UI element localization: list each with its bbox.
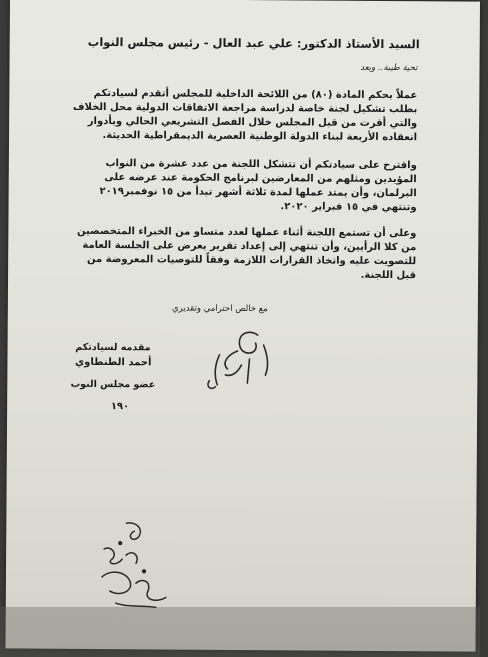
paragraph-line: البرلمان، وأن يمتد عملها لمدة ثلاثة أشهر تبدأ من ١٥ نوفمبر٢٠١٩: [99, 185, 417, 200]
paragraph-2: [57, 157, 417, 216]
paragraph-line: والتي أقرت من قبل المجلس خلال الفصل التشريعي الحالي وبأدوار: [87, 115, 418, 130]
paragraph-line: وتنتهي في ١٥ فبراير ٢٠٢٠.: [280, 201, 417, 214]
presenter-title: عضو مجلس النوب: [70, 378, 156, 391]
paragraph-line: عملاً بحكم المادة (٨٠) من اللائحة الداخلية للمجلس أتقدم لسيادتكم: [93, 87, 418, 102]
letter-page: [5, 0, 480, 652]
paragraph-line: وعلى أن تستمع اللجنة أثناء عملها لعدد متساو من الخبراء المتخصصين: [76, 225, 417, 240]
paragraph-line: من كلا الرأيين، وأن تنتهي إلى إعداد تقرير يعرض على الجلسة العامة: [82, 239, 417, 254]
paragraph-line: واقترح على سيادتكم أن تتشكل اللجنة من عدد عشرة من النواب: [105, 158, 417, 172]
presenter-name: أحمد الطنطاوي: [74, 356, 152, 369]
greeting: تحية طيبة.. وبعد: [360, 62, 418, 74]
presenter-number: ١٩٠: [110, 401, 130, 413]
paragraph-line: بطلب تشكيل لجنة خاصة لدراسة مراجعة الاتفاقات الدولية محل الخلاف: [72, 101, 418, 116]
paragraph-line: للتصويت عليه واتخاذ القرارات اللازمة وفقاً للتوصيات المعروضة من: [86, 253, 417, 268]
paragraph-3: [56, 225, 416, 284]
handwritten-note: [96, 519, 177, 610]
letter-heading: السيد الأستاذ الدكتور: علي عبد العال - رئيس مجلس النواب: [87, 34, 420, 52]
closing-line: مع خالص احترامي وتقديري: [171, 303, 268, 315]
presenter-label: مقدمه لسيادتكم: [75, 341, 151, 354]
paragraph-1: [57, 87, 417, 146]
paragraph-line: المؤيدين ومثلهم من المعارضين لبرنامج الحكومة عند عرضه على: [104, 172, 417, 186]
paragraph-line: انعقاده الأربعة لبناء الدولة الوطنية العصرية الديمقراطية الحديثة.: [102, 130, 418, 144]
paragraph-line: قبل اللجنة.: [360, 269, 417, 282]
signature-with-date: [197, 325, 287, 396]
